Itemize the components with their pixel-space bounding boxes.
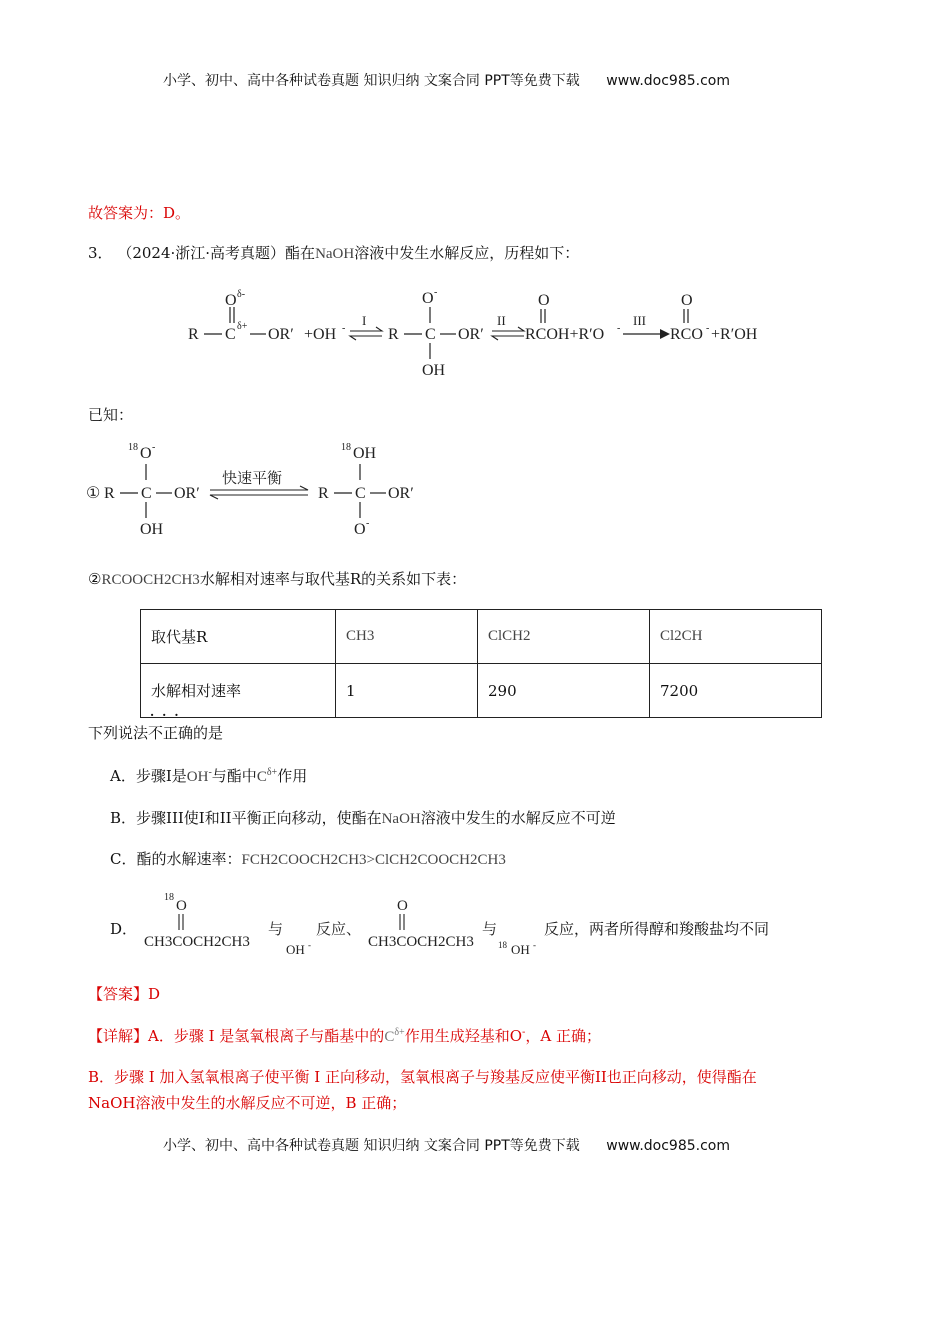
product-2: RCOH+R′O xyxy=(525,326,605,343)
right-o-charge: - xyxy=(366,518,370,529)
with-1: 与 xyxy=(268,922,284,938)
option-c-label: C． xyxy=(110,850,137,868)
known-label: 已知： xyxy=(88,406,134,424)
detail-b-line-1: B．步骤 I 加入氢氧根离子使平衡 I 正向移动，氢氧根离子与羧基反应使平衡II也正向移动，使得酯在 xyxy=(88,1068,757,1086)
left-r: R xyxy=(104,485,115,502)
acid-o: O xyxy=(538,292,550,309)
known-item-2 xyxy=(88,568,466,589)
item-2-formula: RCOOCH2CH3 xyxy=(101,572,200,588)
reverse-arrow xyxy=(492,336,524,340)
header-text: 小学、初中、高中各种试卷真题 知识归纳 文案合同 PPT等免费下载 xyxy=(163,73,580,89)
detail-tag: 【详解】 xyxy=(88,1027,149,1045)
option-a-text: 步骤I是 xyxy=(135,767,187,785)
hydroxide-1: OH xyxy=(286,942,305,957)
option-c-text: 酯的水解速率： xyxy=(136,850,242,868)
rate-table xyxy=(140,609,822,718)
left-iso: 18 xyxy=(128,442,138,453)
question-stem xyxy=(88,242,579,263)
option-d-end: 反应，两者所得醇和羧酸盐均不同 xyxy=(544,920,770,938)
reaction-scheme xyxy=(180,285,780,380)
step-2-label: II xyxy=(497,313,506,328)
alkoxide-charge: - xyxy=(617,323,621,334)
delta-plus-text: δ+ xyxy=(266,767,278,778)
question-number: 3． xyxy=(88,244,113,262)
footer-text: 小学、初中、高中各种试卷真题 知识归纳 文案合同 PPT等免费下载 xyxy=(163,1138,580,1154)
plain-o: O xyxy=(397,898,408,914)
oh-ion xyxy=(187,769,212,785)
naoh-formula: NaOH xyxy=(315,246,355,262)
option-a xyxy=(110,765,307,786)
right-iso: 18 xyxy=(341,442,351,453)
option-c xyxy=(110,848,506,869)
step-1-label: I xyxy=(362,313,367,328)
o-charge: - xyxy=(434,287,438,298)
ester-1: CH3COCH2CH3 xyxy=(144,934,250,950)
stem-b: 溶液中发生水解反应，历程如下： xyxy=(354,244,580,262)
page-header xyxy=(163,70,730,90)
table-cell: 1 xyxy=(336,664,478,718)
reverse-arrow xyxy=(350,336,382,340)
detail-a-text-2: 作用生成羟基和 xyxy=(404,1027,510,1045)
table-cell: 7200 xyxy=(650,664,822,718)
option-d-structures xyxy=(140,888,560,960)
delta-plus-text: δ+ xyxy=(394,1027,405,1038)
intermediate-r: R xyxy=(388,326,399,343)
detail-b-text: 溶液中发生的水解反应不可逆，B 正确； xyxy=(135,1094,407,1112)
left-o-charge: - xyxy=(152,442,156,453)
detail-a-text-3: ，A 正确； xyxy=(525,1027,602,1045)
left-oh: OH xyxy=(140,521,164,538)
left-o: O xyxy=(140,445,152,462)
known-equilibrium xyxy=(86,438,446,538)
equilibrium-label: 快速平衡 xyxy=(222,471,283,487)
intermediate-c: C xyxy=(425,326,436,343)
left-or: OR′ xyxy=(174,485,200,502)
option-a-text-3: 作用 xyxy=(277,767,308,785)
detail-a xyxy=(88,1025,601,1046)
oh-charge: - xyxy=(208,767,212,778)
option-b-label: B． xyxy=(110,809,137,827)
intermediate-or: OR′ xyxy=(458,326,484,343)
reverse-arrow xyxy=(210,495,308,499)
item-1-marker: ① xyxy=(86,485,101,502)
intermediate-o-minus: O xyxy=(422,290,434,307)
page-footer xyxy=(163,1135,730,1155)
detail-naoh: NaOH xyxy=(88,1094,136,1112)
scheme-r: R xyxy=(188,326,199,343)
step-3-label: III xyxy=(633,313,646,328)
answer-value: D xyxy=(148,985,161,1003)
carbonyl-o: O xyxy=(225,292,237,309)
table-row xyxy=(141,664,822,718)
intermediate-oh: OH xyxy=(422,362,446,379)
labelled-o: O xyxy=(176,898,187,914)
option-b xyxy=(110,807,616,828)
option-d-label: D． xyxy=(110,920,138,938)
question-prompt: 下列说法不正确的是 xyxy=(88,724,224,742)
question-source: （2024·浙江·高考真题） xyxy=(117,244,286,262)
detail-o-charge: - xyxy=(522,1027,526,1038)
answer xyxy=(88,983,160,1004)
right-or: OR′ xyxy=(388,485,414,502)
table-cell: CH3 xyxy=(336,610,478,664)
plus-oh: +OH xyxy=(304,326,337,343)
c-text: C xyxy=(384,1029,395,1045)
option-a-text-2: 与酯中 xyxy=(211,767,257,785)
table-cell: 290 xyxy=(478,664,650,718)
with-2: 与 xyxy=(482,922,498,938)
react-1: 反应、 xyxy=(316,922,362,938)
prev-answer: 故答案为：D。 xyxy=(88,204,191,222)
option-b-text-b: 溶液中发生的水解反应不可逆 xyxy=(420,809,616,827)
c-delta-plus xyxy=(257,769,277,785)
scheme-or: OR′ xyxy=(268,326,294,343)
right-c: C xyxy=(355,485,366,502)
oh-text: OH xyxy=(186,769,209,785)
item-2-text: 水解相对速率与取代基R的关系如下表： xyxy=(199,570,467,588)
detail-a-text: A．步骤 I 是氢氧根离子与酯基中的 xyxy=(148,1027,385,1045)
carboxylate-charge: - xyxy=(706,323,710,334)
table-cell: ClCH2 xyxy=(478,610,650,664)
hydroxide-2-charge: - xyxy=(533,940,536,950)
option-a-label: A． xyxy=(110,767,136,785)
footer-site: www.doc985.com xyxy=(606,1138,730,1154)
right-o: O xyxy=(354,521,366,538)
table-cell: 水解相对速率 xyxy=(141,664,336,718)
naoh-formula: NaOH xyxy=(381,811,421,827)
table-row xyxy=(141,610,822,664)
hydroxide-2: OH xyxy=(511,942,530,957)
option-c-formula: FCH2COOCH2CH3>ClCH2COOCH2CH3 xyxy=(241,852,506,868)
table-cell: 取代基R xyxy=(141,610,336,664)
emphasis-dots: ··· xyxy=(150,708,187,722)
product-3b: +R′OH xyxy=(711,326,758,343)
table-cell: Cl2CH xyxy=(650,610,822,664)
right-r: R xyxy=(318,485,329,502)
option-b-text-a: 步骤III使I和II平衡正向移动，使酯在 xyxy=(136,809,382,827)
product-3: RCO xyxy=(670,326,703,343)
c-text: C xyxy=(256,769,267,785)
carboxylate-o: O xyxy=(681,292,693,309)
scheme-carbon: C xyxy=(225,326,236,343)
hydroxide-1-charge: - xyxy=(308,940,311,950)
detail-b-line-2 xyxy=(88,1092,406,1113)
ester-2: CH3COCH2CH3 xyxy=(368,934,474,950)
iso-label: 18 xyxy=(164,892,174,903)
arrow-head xyxy=(660,329,670,339)
answer-tag: 【答案】 xyxy=(88,985,149,1003)
item-2-marker: ② xyxy=(88,570,102,588)
oh-charge: - xyxy=(342,323,346,334)
stem-a: 酯在 xyxy=(285,244,316,262)
delta-minus: δ- xyxy=(237,289,246,300)
detail-o: O xyxy=(509,1027,523,1045)
header-site: www.doc985.com xyxy=(606,73,730,89)
c-delta-plus xyxy=(384,1029,404,1045)
delta-plus: δ+ xyxy=(237,321,248,332)
left-c: C xyxy=(141,485,152,502)
hydroxide-2-iso: 18 xyxy=(498,940,507,950)
right-oh: OH xyxy=(353,445,377,462)
